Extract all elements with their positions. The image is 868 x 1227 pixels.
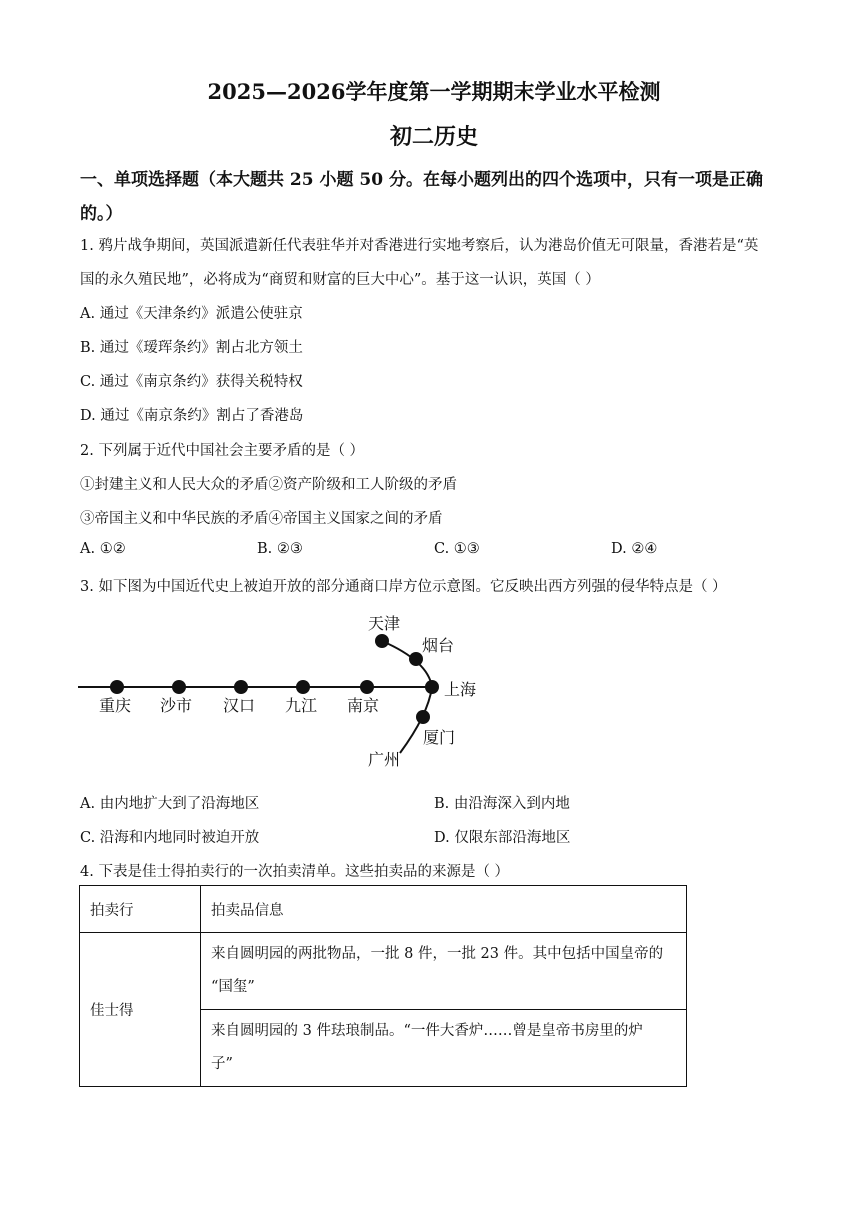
question-2-option-a: A. ①② <box>80 541 126 557</box>
table-cell-house: 佳士得 <box>80 933 201 1087</box>
table-header-info: 拍卖品信息 <box>201 886 687 933</box>
item-1-line2: “国玺” <box>211 979 255 995</box>
port-label-yantai: 烟台 <box>422 636 455 655</box>
port-dot-hankou <box>234 680 248 694</box>
question-2-item-line1: ①封建主义和人民大众的矛盾②资产阶级和工人阶级的矛盾 <box>80 477 457 493</box>
question-2-stem: 2. 下列属于近代中国社会主要矛盾的是（ ） <box>80 443 365 459</box>
treaty-ports-map <box>78 603 498 781</box>
question-1-option-b: B. 通过《瑷珲条约》割占北方领土 <box>80 340 303 356</box>
question-1-option-a: A. 通过《天津条约》派遣公使驻京 <box>80 306 303 322</box>
question-1-stem-line2: 国的永久殖民地”，必将成为“商贸和财富的巨大中心”。基于这一认识，英国（ ） <box>80 272 600 288</box>
question-3-stem: 3. 如下图为中国近代史上被迫开放的部分通商口岸方位示意图。它反映出西方列强的侵华特点是（ ） <box>80 579 727 595</box>
port-dot-tianjin <box>375 634 389 648</box>
question-2-option-d: D. ②④ <box>611 541 658 557</box>
port-label-hankou: 汉口 <box>223 696 256 715</box>
port-label-jiujiang: 九江 <box>285 696 318 715</box>
port-label-shanghai: 上海 <box>444 680 477 699</box>
question-3-option-b: B. 由沿海深入到内地 <box>434 796 570 812</box>
port-dot-yantai <box>409 652 423 666</box>
question-1-option-c: C. 通过《南京条约》获得关税特权 <box>80 374 303 390</box>
port-label-nanjing: 南京 <box>347 696 380 715</box>
auction-table <box>79 885 687 1087</box>
table-header-row <box>80 886 687 933</box>
table-cell-item-2 <box>201 1010 687 1087</box>
section-heading-line2: 的。） <box>80 204 123 224</box>
table-header-house: 拍卖行 <box>80 886 201 933</box>
port-dot-jiujiang <box>296 680 310 694</box>
port-dot-shanghai <box>425 680 439 694</box>
question-1-option-d: D. 通过《南京条约》割占了香港岛 <box>80 408 304 424</box>
port-label-xiamen: 厦门 <box>423 728 456 747</box>
port-label-tianjin: 天津 <box>368 614 401 633</box>
table-row <box>80 933 687 1010</box>
question-2-item-line2: ③帝国主义和中华民族的矛盾④帝国主义国家之间的矛盾 <box>80 511 443 527</box>
question-3-option-a: A. 由内地扩大到了沿海地区 <box>80 796 260 812</box>
section-heading-line1: 一、单项选择题（本大题共 25 小题 50 分。在每小题列出的四个选项中，只有一项是正确 <box>80 170 763 190</box>
item-1-line1: 来自圆明园的两批物品，一批 8 件，一批 23 件。其中包括中国皇帝的 <box>211 946 664 962</box>
port-dot-xiamen <box>416 710 430 724</box>
question-2-option-c: C. ①③ <box>434 541 480 557</box>
exam-title: 2025—2026学年度第一学期期末学业水平检测 <box>207 79 661 104</box>
port-dot-chongqing <box>110 680 124 694</box>
exam-subject: 初二历史 <box>389 124 478 150</box>
port-label-chongqing: 重庆 <box>99 696 132 715</box>
port-label-shashi: 沙市 <box>160 696 193 715</box>
port-label-guangzhou: 广州 <box>368 750 401 769</box>
port-dot-nanjing <box>360 680 374 694</box>
table-cell-item-1 <box>201 933 687 1010</box>
port-dot-shashi <box>172 680 186 694</box>
question-1-stem-line1: 1. 鸦片战争期间，英国派遣新任代表驻华并对香港进行实地考察后，认为港岛价值无可限量，香港若是“英 <box>80 238 759 254</box>
question-4-stem: 4. 下表是佳士得拍卖行的一次拍卖清单。这些拍卖品的来源是（ ） <box>80 864 510 880</box>
question-2-option-b: B. ②③ <box>257 541 303 557</box>
item-2-line1: 来自圆明园的 3 件珐琅制品。“一件大香炉……曾是皇帝书房里的炉 <box>211 1023 643 1039</box>
item-2-line2: 子” <box>211 1056 233 1072</box>
question-3-option-c: C. 沿海和内地同时被迫开放 <box>80 830 260 846</box>
question-3-option-d: D. 仅限东部沿海地区 <box>434 830 571 846</box>
